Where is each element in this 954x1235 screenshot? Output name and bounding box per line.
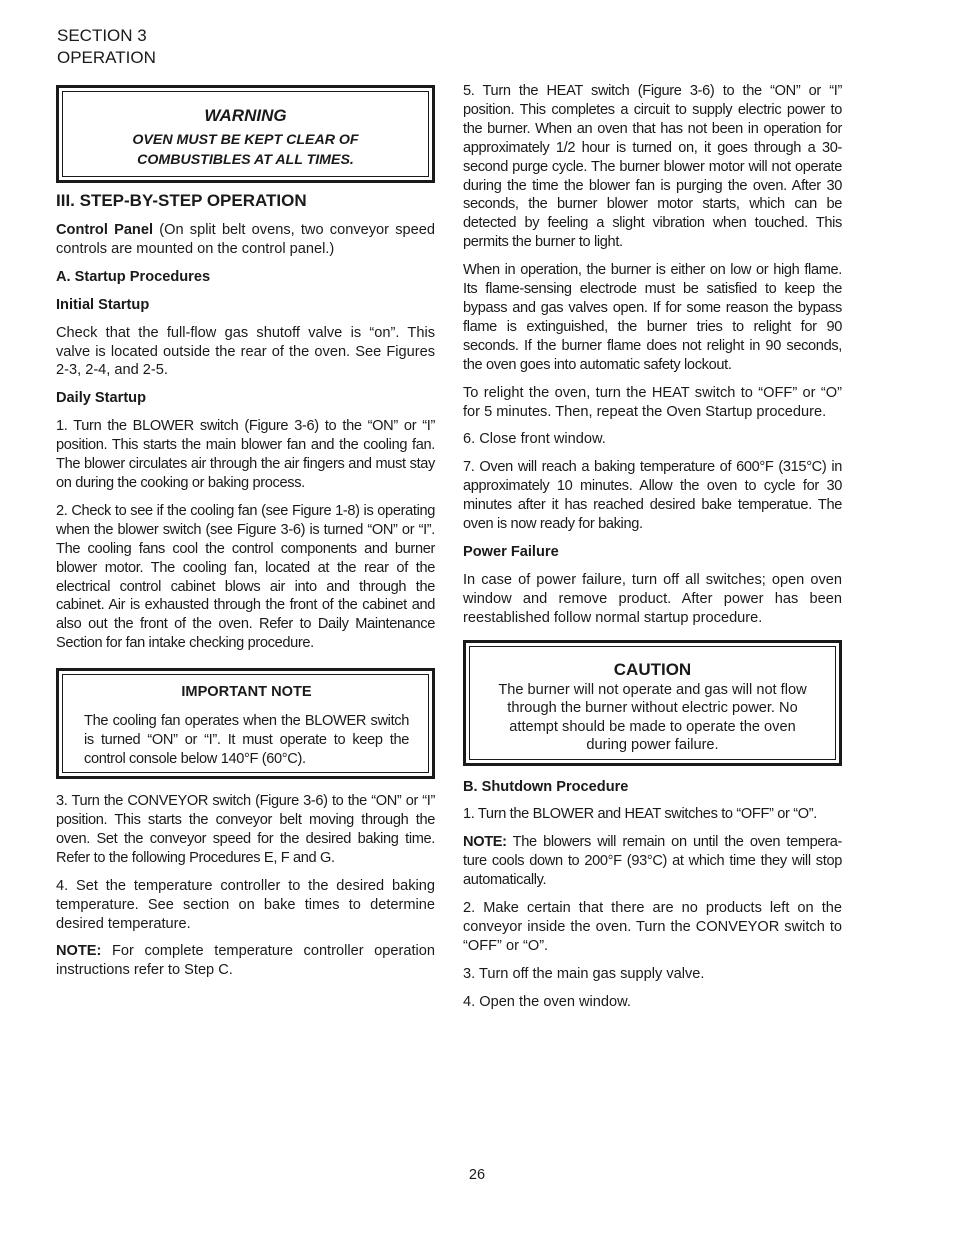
shutdown-note-label: NOTE: xyxy=(463,834,507,851)
startup-procedures-heading: A. Startup Procedures xyxy=(56,268,211,285)
section-label: SECTION 3 xyxy=(57,26,147,45)
initial-startup-text: Check that the full-flow gas shutoff valve is “on”. This valve is located outside the rear of the oven. See Figures 2-3, 2-4, and 2-5. xyxy=(56,324,435,379)
section-title-operation: OPERATION xyxy=(57,48,156,67)
important-note-box xyxy=(56,668,435,779)
caution-box xyxy=(463,640,842,766)
warning-line-1: OVEN MUST BE KEPT CLEAR OF xyxy=(132,132,359,148)
operation-paragraph: When in operation, the burner is either on low or high flame. Its flame-sensing electrode must be satisfied to keep the bypass and gas valves open. If for some reason the bypass flame is extinguished, the burner tries to relight for 90 seconds. If the burner flame does not relight in 90 seconds, the oven goes into automatic safety lockout. xyxy=(463,262,842,373)
daily-startup-heading: Daily Startup xyxy=(56,390,147,407)
caution-title: CAUTION xyxy=(613,659,692,679)
caution-line-2: through the burner without electric power. No xyxy=(507,700,798,717)
step-by-step-heading: III. STEP-BY-STEP OPERATION xyxy=(56,191,307,210)
step-5: 5. Turn the HEAT switch (Figure 3-6) to the “ON” or “I” position. This completes a circuit to supply electric power to the burner. When an oven that has not been in operation for approximately 1/2 hour is turned on, it goes through a 30-second purge cycle. The burner blower motor will not operate during the time the blower fan is purging the oven. After 30 seconds, the burner blower motor starts, which can be detected by feeling a slight vibration when touched. This permits the burner to light. xyxy=(463,83,842,251)
shutdown-heading: B. Shutdown Procedure xyxy=(463,778,629,795)
warning-box xyxy=(56,85,435,183)
step-6: 6. Close front window. xyxy=(463,431,606,448)
power-failure-heading: Power Failure xyxy=(463,543,559,560)
control-panel-label: Control Panel xyxy=(56,222,154,238)
warning-line-2: COMBUSTIBLES AT ALL TIMES. xyxy=(137,151,354,168)
important-note-title: IMPORTANT NOTE xyxy=(181,684,312,701)
warning-title: WARNING xyxy=(204,106,287,125)
step-3: 3. Turn the CONVEYOR switch (Figure 3-6) to the “ON” or “I” position. This starts the conveyor belt moving through the oven. Set the conveyor speed for the desired baking time. Refer to the following Procedures E, F and G. xyxy=(56,793,435,866)
daily-step-1: 1. Turn the BLOWER switch (Figure 3-6) to the “ON” or “I” position. This starts the main blower fan and the cooling fan. The blower circulates air through the air fingers and must stay on during the cooking or baking process. xyxy=(56,418,435,491)
right-column xyxy=(463,82,842,1021)
daily-step-2: 2. Check to see if the cooling fan (see Figure 1-8) is operating when the blower switch (see Figure 3-6) is turned “ON” or “I”. The cooling fans cool the control components and burner blower motor. The cooling fan, located at the rear of the electrical control cabinet blows air into and through the cabinet. Air is exhausted through the front of the cabinet and also out the front of the oven. Refer to Daily Maintenance Section for fan intake checking procedure. xyxy=(56,502,435,652)
shutdown-note xyxy=(463,833,842,890)
shutdown-step-1: 1. Turn the BLOWER and HEAT switches to “OFF” or “O”. xyxy=(463,806,817,823)
control-panel-text: (On split belt ovens, two conveyor speed controls are mounted on the control panel.) xyxy=(56,222,435,257)
left-column xyxy=(56,85,435,989)
important-note-text: The cooling fan operates when the BLOWER switch is turned “ON” or “I”. It must operate to keep the control console below 140°F (60°C). xyxy=(84,713,409,767)
step-7: 7. Oven will reach a baking temperature of 600°F (315°C) in approximately 10 minutes. Allow the oven to cycle for 30 minutes after it has reached desired bake temperatue. The oven is now ready for baking. xyxy=(463,459,842,533)
control-panel-paragraph xyxy=(56,221,435,259)
shutdown-step-4: 4. Open the oven window. xyxy=(463,993,631,1010)
caution-line-1: The burner will not operate and gas will not flow xyxy=(498,681,807,698)
initial-startup-heading: Initial Startup xyxy=(56,296,150,313)
shutdown-note-text: The blowers will remain on until the oven tempera-ture cools down to 200°F (93°C) at which time they will stop automatically. xyxy=(463,834,842,889)
relight-paragraph: To relight the oven, turn the HEAT switch to “OFF” or “O” for 5 minutes. Then, repeat the Oven Startup procedure. xyxy=(463,384,842,420)
note-text: For complete temperature controller operation instructions refer to Step C. xyxy=(56,943,435,979)
caution-line-4: during power failure. xyxy=(586,737,719,754)
note-label: NOTE: xyxy=(56,943,102,960)
page-header xyxy=(57,25,156,69)
caution-line-3: attempt should be made to operate the oven xyxy=(509,718,796,735)
power-failure-text: In case of power failure, turn off all switches; open oven window and remove product. After power has been reestablished follow normal startup procedure. xyxy=(463,571,842,626)
shutdown-step-3: 3. Turn off the main gas supply valve. xyxy=(463,965,705,982)
note-temperature-controller xyxy=(56,942,435,980)
page-number: 26 xyxy=(468,1167,486,1183)
step-4: 4. Set the temperature controller to the desired baking temperature. See section on bake times to determine desired temperature. xyxy=(56,877,435,932)
shutdown-step-2: 2. Make certain that there are no products left on the conveyor inside the oven. Turn the CONVEYOR switch to “OFF” or “O”. xyxy=(463,900,842,954)
